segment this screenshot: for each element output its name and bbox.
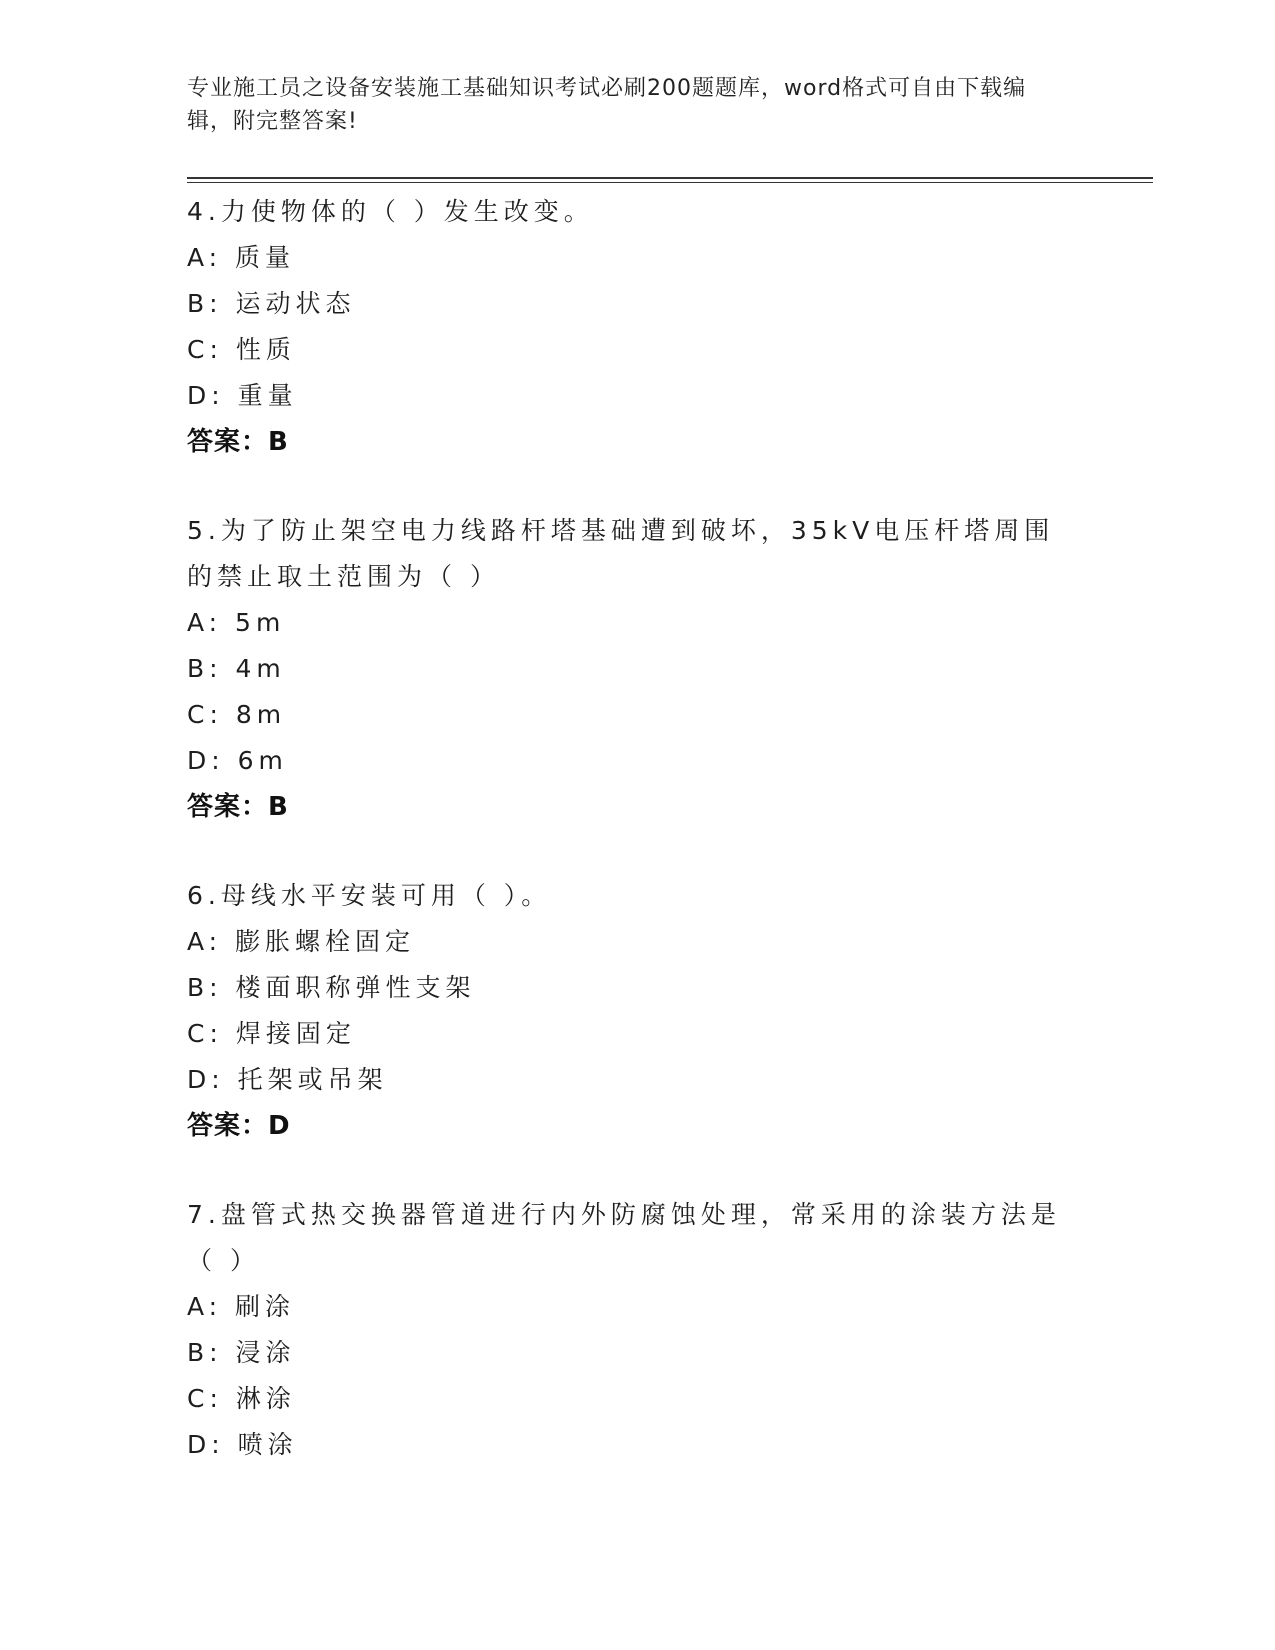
option-b: B: 4m (187, 654, 286, 683)
option-a: A: 质量 (187, 243, 296, 272)
question-5 (187, 508, 1067, 830)
option-c: C: 性质 (187, 335, 296, 364)
question-list (187, 189, 1067, 1511)
option-b: B: 浸涂 (187, 1338, 296, 1367)
option-b: B: 运动状态 (187, 289, 356, 318)
header-divider-thick (187, 177, 1153, 179)
option-b: B: 楼面职称弹性支架 (187, 973, 476, 1002)
question-text: 5.为了防止架空电力线路杆塔基础遭到破坏，35kV电压杆塔周围的禁止取土范围为（ ） (187, 516, 1055, 591)
option-a: A: 5m (187, 608, 286, 637)
question-4 (187, 189, 1067, 465)
question-text: 6.母线水平安装可用（ ）。 (187, 881, 552, 910)
question-text: 7.盘管式热交换器管道进行内外防腐蚀处理，常采用的涂装方法是（ ） (187, 1200, 1061, 1275)
header-divider-thin (187, 182, 1153, 183)
option-d: D: 托架或吊架 (187, 1065, 388, 1094)
option-a: A: 膨胀螺栓固定 (187, 927, 416, 956)
document-header: 专业施工员之设备安装施工基础知识考试必刷200题题库，word格式可自由下载编辑，附完整答案! (187, 76, 1027, 134)
option-d: D: 6m (187, 746, 288, 775)
answer-line: 答案：B (187, 792, 289, 822)
question-6 (187, 873, 1067, 1149)
option-a: A: 刷涂 (187, 1292, 296, 1321)
option-d: D: 喷涂 (187, 1430, 298, 1459)
question-7 (187, 1192, 1067, 1468)
option-c: C: 淋涂 (187, 1384, 296, 1413)
answer-line: 答案：D (187, 1111, 291, 1141)
question-text: 4.力使物体的（ ）发生改变。 (187, 197, 594, 226)
option-c: C: 焊接固定 (187, 1019, 356, 1048)
option-c: C: 8m (187, 700, 287, 729)
option-d: D: 重量 (187, 381, 298, 410)
answer-line: 答案：B (187, 427, 289, 457)
